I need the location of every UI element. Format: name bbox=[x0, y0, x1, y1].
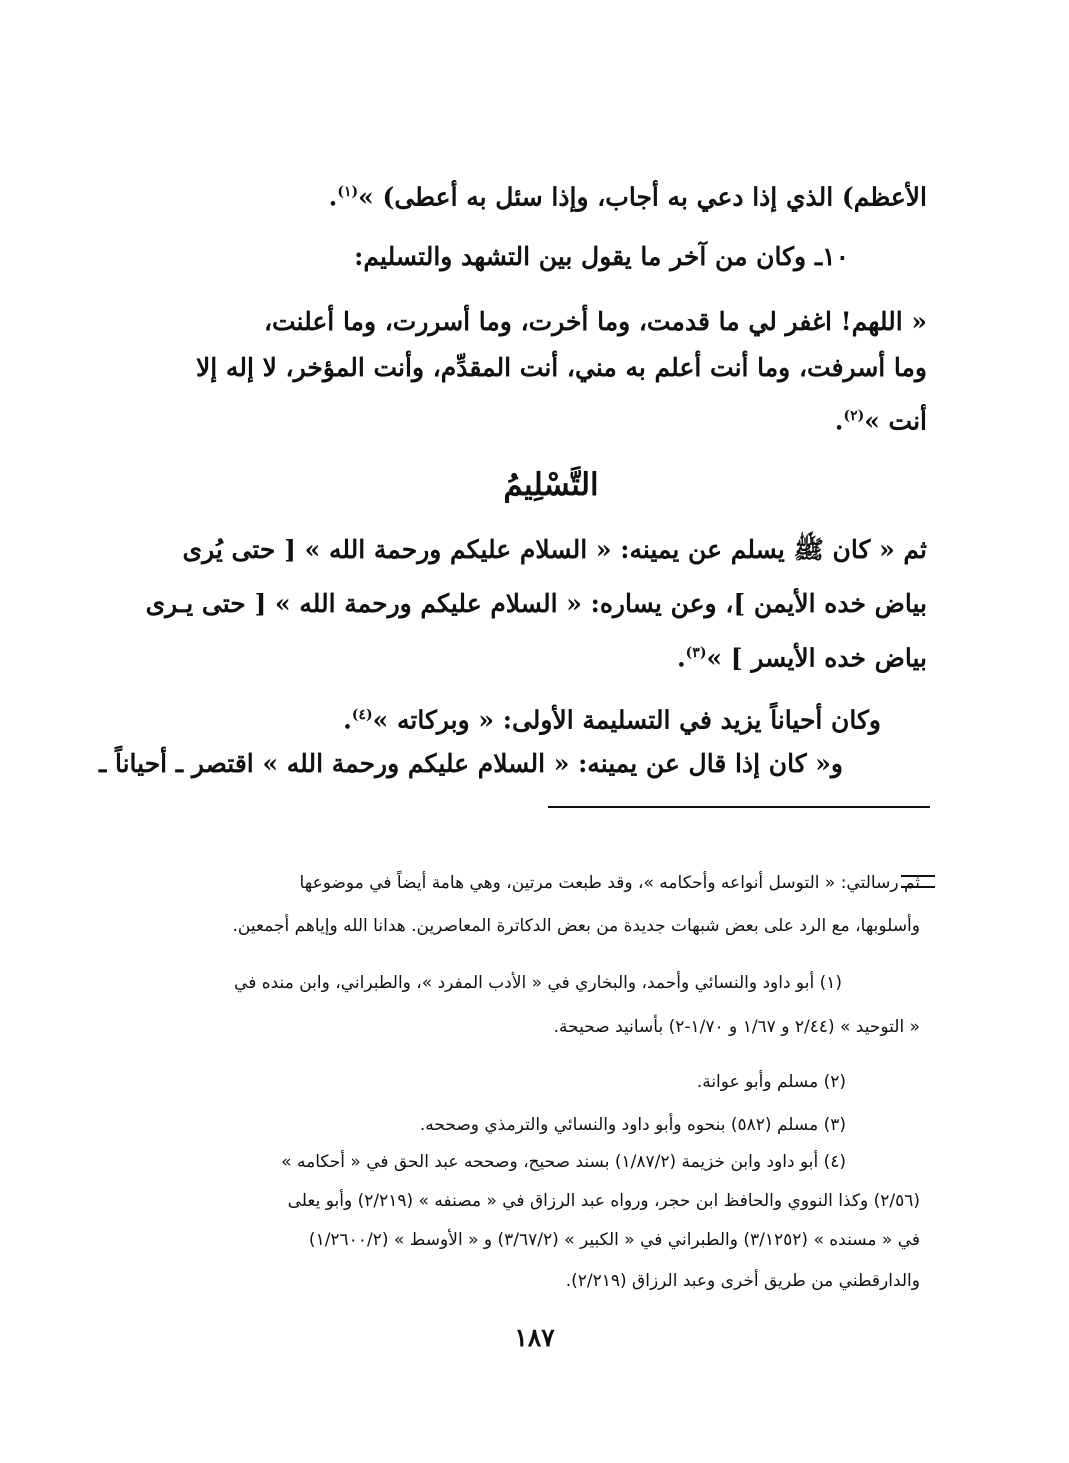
dua-line-2: وما أسرفت، وما أنت أعلم به مني، أنت المقدِّم، وأنت المؤخر، لا إله إلا bbox=[196, 353, 927, 382]
sentence-end: . bbox=[676, 643, 686, 673]
taslim-line-2: بياض خده الأيمن ]، وعن يساره: « السلام عليكم ورحمة الله » [ حتى يـرى bbox=[145, 589, 927, 618]
taslim-line-3: بياض خده الأيسر ] » bbox=[706, 643, 927, 673]
page-number: ١٨٧ bbox=[514, 1323, 555, 1352]
footnote-1-line-2: « التوحيد » (٢/٤٤ و ١/٦٧ و ١/٧٠-٢) بأسانيد صحيحة. bbox=[553, 1017, 920, 1037]
main-paragraph-1: الأعظم) الذي إذا دعي به أجاب، وإذا سئل به أعطى) » bbox=[358, 182, 927, 212]
footnote-marker: (٢) bbox=[843, 408, 865, 424]
footnote-4-line-3: في « مسنده » (٣/١٢٥٢) والطبراني في « الكبير » (٣/٦٧/٢) و « الأوسط » (١/٢٦٠٠/٢) bbox=[308, 1230, 920, 1250]
footnote-continuation-2: وأسلوبها، مع الرد على بعض شبهات جديدة من بعض الدكاترة المعاصرين. هدانا الله وإياهم أجمعين. bbox=[232, 916, 920, 936]
sentence-end: . bbox=[343, 705, 352, 735]
barakatuh-line: وكان أحياناً يزيد في التسليمة الأولى: « وبركاته » bbox=[372, 705, 881, 735]
footnote-4-line-4: والدارقطني من طريق أخرى وعبد الرزاق (٢/٢١٩). bbox=[565, 1271, 920, 1291]
footnote-marker: (٤) bbox=[351, 707, 373, 723]
footnote-4-line-1: (٤) أبو داود وابن خزيمة (١/٨٧/٢) بسند صحيح، وصححه عبد الحق في « أحكامه » bbox=[281, 1152, 846, 1172]
last-line: و« كان إذا قال عن يمينه: « السلام عليكم ورحمة الله » اقتصر ـ أحياناً ـ bbox=[98, 749, 843, 778]
item-10-intro: ١٠ـ وكان من آخر ما يقول بين التشهد والتسليم: bbox=[354, 242, 849, 271]
footnotes bbox=[180, 0, 920, 1320]
footnote-4-line-2: (٢/٥٦) وكذا النووي والحافظ ابن حجر، ورواه عبد الرزاق في « مصنفه » (٢/٢١٩) وأبو يعلى bbox=[287, 1191, 920, 1211]
footnote-1-line-1: (١) أبو داود والنسائي وأحمد، والبخاري في « الأدب المفرد »، والطبراني، وابن منده في bbox=[234, 973, 842, 993]
dua-line-1: « اللهم! اغفر لي ما قدمت، وما أخرت، وما أسررت، وما أعلنت، bbox=[263, 307, 927, 336]
footnote-continuation-1: ثم رسالتي: « التوسل أنواعه وأحكامه »، وقد طبعت مرتين، وهي هامة أيضاً في موضوعها bbox=[299, 873, 920, 893]
section-title: التَّسْلِيمُ bbox=[503, 467, 599, 503]
footnote-marker: (١) bbox=[337, 184, 359, 200]
sentence-end: . bbox=[328, 182, 338, 212]
dua-line-3: أنت » bbox=[864, 406, 927, 436]
footnote-2: (٢) مسلم وأبو عوانة. bbox=[696, 1072, 846, 1092]
sentence-end: . bbox=[834, 406, 844, 436]
taslim-line-1: ثم « كان ﷺ يسلم عن يمينه: « السلام عليكم ورحمة الله » [ حتى يُرى bbox=[182, 535, 927, 564]
footnote-marker: (٣) bbox=[685, 645, 707, 661]
footnote-3: (٣) مسلم (٥٨٢) بنحوه وأبو داود والنسائي والترمذي وصححه. bbox=[419, 1115, 846, 1135]
